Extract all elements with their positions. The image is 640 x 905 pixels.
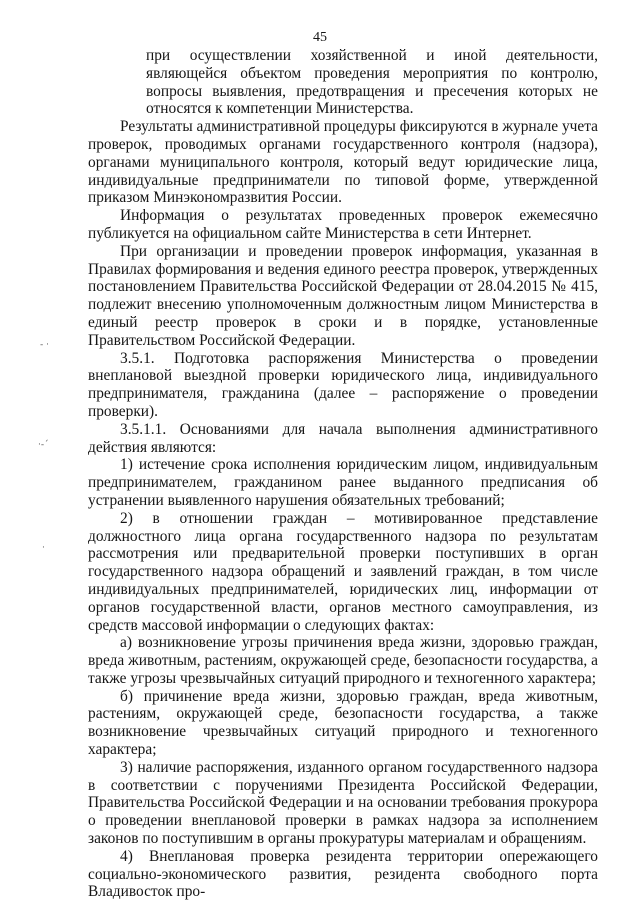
section-3-5-1-1: 3.5.1.1. Основаниями для начала выполнения административного действия являются: xyxy=(88,420,598,456)
page-number: 45 xyxy=(313,30,327,45)
paragraph-publication: Информация о результатах проведенных проверок ежемесячно публикуется на официальном сайте Министерства в сети Интернет. xyxy=(88,207,598,242)
scan-artifact-mark: ·‐´ xyxy=(38,440,49,450)
list-item-2: 2) в отношении граждан – мотивированное представление должностного лица органа государственного надзора по результатам рассмотрения или предварительной проверки поступивших в орган государственного надзора обращений и заявлений граждан, в том числе индивидуальных предпринимателей, юридических лиц, информации от органов государственной власти, органов местного самоуправления, из средств массовой информации о следующих фактах: xyxy=(88,509,598,634)
list-item-1: 1) истечение срока исполнения юридическим лицом, индивидуальным предпринимателем, гражданином ранее выданного предписания об устранении выявленного нарушения обязательных требований; xyxy=(88,456,598,509)
list-item-3: 3) наличие распоряжения, изданного органом государственного надзора в соответствии с поручениями Президента Российской Федерации, Правительства Российской Федерации и на основании требования прокурора о проведении внеплановой проверки в рамках надзора за исполнением законов по поступившим в органы прокуратуры материалам и обращениям. xyxy=(88,758,598,848)
paragraph-continuation: при осуществлении хозяйственной и иной деятельности, являющейся объектом проведения мероприятия по контролю, вопросы выявления, предотвращения и пресечения которых не относятся к компетенции Министерства. xyxy=(146,47,598,118)
section-3-5-1: 3.5.1. Подготовка распоряжения Министерства о проведении внеплановой выездной проверки юридического лица, индивидуального предпринимателя, гражданина (далее – распоряжение о проведении проверки). xyxy=(88,349,598,420)
scan-artifact-mark: · xyxy=(42,543,45,553)
list-item-4: 4) Внеплановая проверка резидента территории опережающего социально-экономического развития, резидента свободного порта Владивосток про- xyxy=(88,847,598,901)
list-item-2b: б) причинение вреда жизни, здоровью граждан, вреда животным, растениям, окружающей среде, безопасности государства, а также возникновение чрезвычайных ситуаций природного и техногенного характера; xyxy=(88,687,598,759)
document-body xyxy=(88,47,598,901)
paragraph-results: Результаты административной процедуры фиксируются в журнале учета проверок, проводимых органами государственного контроля (надзора), органами муниципального контроля, который ведут юридические лица, индивидуальные предприниматели по типовой форме, утвержденной приказом Минэкономразвития России. xyxy=(88,118,598,207)
paragraph-registry: При организации и проведении проверок информация, указанная в Правилах формирования и ведения единого реестра проверок, утвержденных постановлением Правительства Российской Федерации от 28.04.2015 № 415, подлежит внесению уполномоченным должностным лицом Министерства в единый реестр проверок в сроки и в порядке, установленные Правительством Российской Федерации. xyxy=(88,242,598,349)
scan-artifact-mark: ‐ · xyxy=(40,340,49,350)
list-item-2a: а) возникновение угрозы причинения вреда жизни, здоровью граждан, вреда животным, растениям, окружающей среде, безопасности государства, а также угрозы чрезвычайных ситуаций природного и техногенного характера; xyxy=(88,634,598,687)
